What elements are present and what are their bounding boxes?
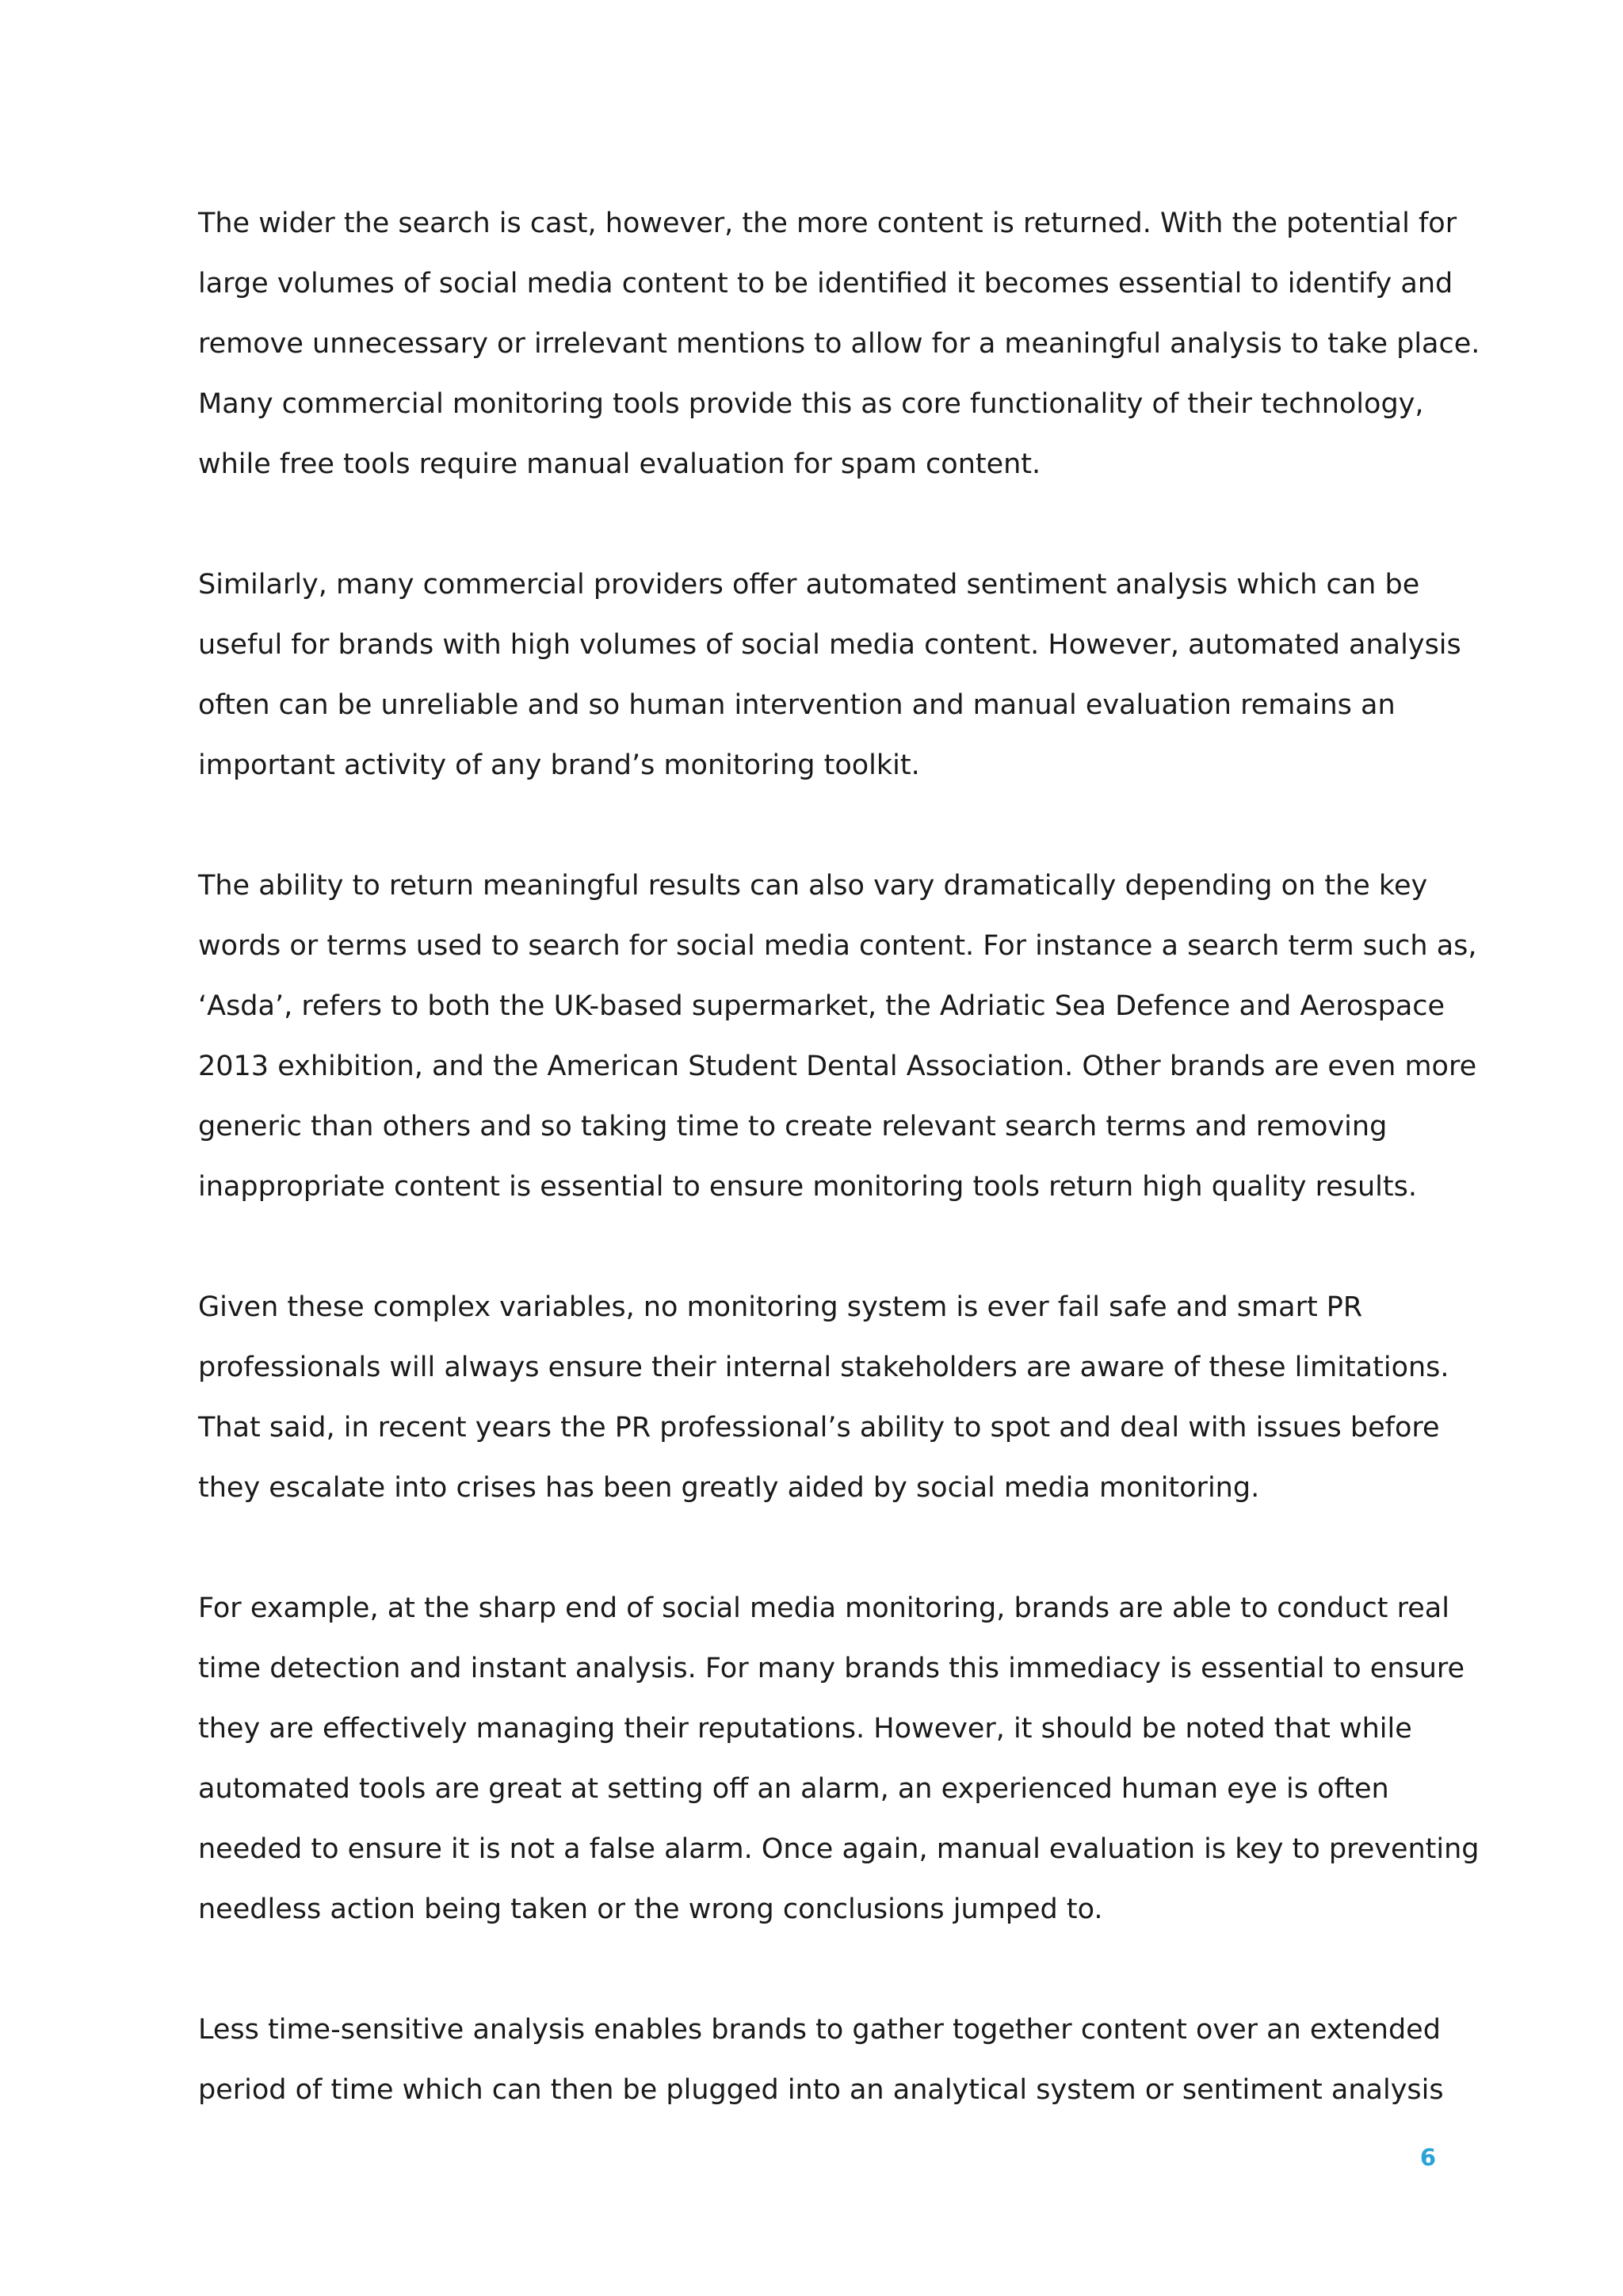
text-line: For example, at the sharp end of social media monitoring, brands are able to conduct real bbox=[198, 1592, 1449, 1624]
text-line: remove unnecessary or irrelevant mentions to allow for a meaningful analysis to take place. bbox=[198, 328, 1480, 360]
text-line: needless action being taken or the wrong conclusions jumped to. bbox=[198, 1894, 1103, 1925]
paragraph-limitations bbox=[198, 1277, 1498, 1518]
text-line: The ability to return meaningful results can also vary dramatically depending on the key bbox=[198, 870, 1428, 902]
body-text bbox=[198, 193, 1498, 2180]
text-line: important activity of any brand’s monitoring toolkit. bbox=[198, 749, 920, 781]
text-line: time detection and instant analysis. For many brands this immediacy is essential to ensure bbox=[198, 1653, 1465, 1684]
text-line: they are effectively managing their reputations. However, it should be noted that while bbox=[198, 1713, 1412, 1745]
text-line: ‘Asda’, refers to both the UK-based supermarket, the Adriatic Sea Defence and Aerospace bbox=[198, 990, 1445, 1022]
paragraph-spam-filtering bbox=[198, 193, 1498, 494]
text-line: often can be unreliable and so human intervention and manual evaluation remains an bbox=[198, 689, 1396, 721]
paragraph-time-sensitive-analysis bbox=[198, 2000, 1498, 2120]
text-line: words or terms used to search for social media content. For instance a search term such as, bbox=[198, 930, 1477, 962]
text-line: professionals will always ensure their internal stakeholders are aware of these limitations. bbox=[198, 1352, 1449, 1383]
paragraph-sentiment-analysis bbox=[198, 555, 1498, 795]
text-line: generic than others and so taking time to create relevant search terms and removing bbox=[198, 1111, 1388, 1142]
paragraph-search-terms bbox=[198, 856, 1498, 1217]
page-number: 6 bbox=[1419, 2144, 1436, 2171]
text-line: period of time which can then be plugged into an analytical system or sentiment analysis bbox=[198, 2074, 1444, 2106]
text-line: Many commercial monitoring tools provide this as core functionality of their technology, bbox=[198, 388, 1424, 420]
text-line: while free tools require manual evaluation for spam content. bbox=[198, 448, 1041, 480]
text-line: Given these complex variables, no monitoring system is ever fail safe and smart PR bbox=[198, 1291, 1363, 1323]
text-line: The wider the search is cast, however, the more content is returned. With the potential for bbox=[198, 208, 1457, 239]
text-line: Similarly, many commercial providers offer automated sentiment analysis which can be bbox=[198, 569, 1420, 601]
text-line: inappropriate content is essential to ensure monitoring tools return high quality results. bbox=[198, 1171, 1417, 1203]
text-line: large volumes of social media content to be identified it becomes essential to identify and bbox=[198, 268, 1453, 299]
text-line: needed to ensure it is not a false alarm. Once again, manual evaluation is key to preventing bbox=[198, 1833, 1480, 1865]
text-line: Less time-sensitive analysis enables brands to gather together content over an extended bbox=[198, 2014, 1441, 2046]
paragraph-real-time-detection bbox=[198, 1578, 1498, 1939]
text-line: useful for brands with high volumes of social media content. However, automated analysis bbox=[198, 629, 1461, 661]
text-line: they escalate into crises has been greatly aided by social media monitoring. bbox=[198, 1472, 1260, 1504]
text-line: automated tools are great at setting off an alarm, an experienced human eye is often bbox=[198, 1773, 1389, 1805]
text-line: 2013 exhibition, and the American Student Dental Association. Other brands are even more bbox=[198, 1051, 1477, 1082]
text-line: That said, in recent years the PR professional’s ability to spot and deal with issues before bbox=[198, 1412, 1440, 1444]
